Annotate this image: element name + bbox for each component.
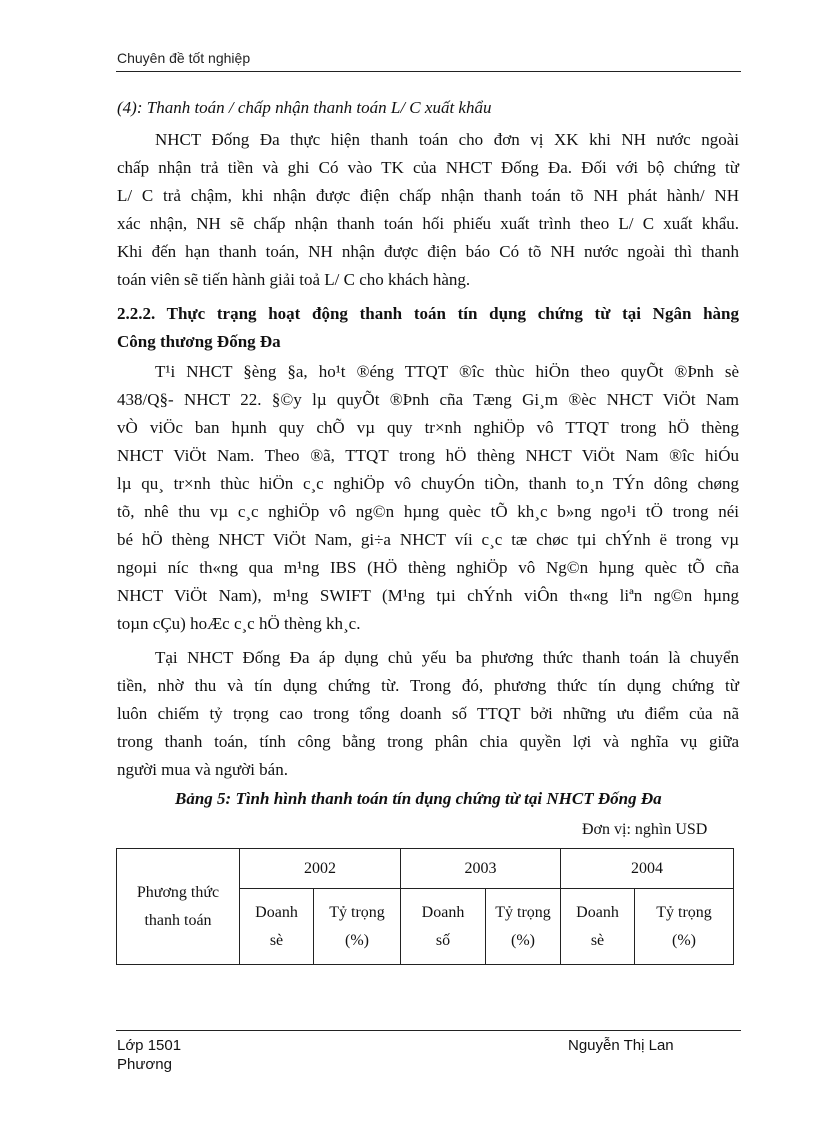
paragraph-line: trong thanh toán, tính công bằng trong phân chia quyền lợi và nghĩa vụ giữa xyxy=(117,732,739,751)
subheader-line: (%) xyxy=(672,931,696,949)
row-header-line: thanh toán xyxy=(144,911,212,929)
subheader-cell xyxy=(486,889,561,965)
table-unit: Đơn vị: nghìn USD xyxy=(582,821,708,838)
lc-payment-table xyxy=(116,848,734,965)
subheader-line: sè xyxy=(269,931,284,949)
paragraph-line: NHCT Đống Đa thực hiện thanh toán cho đơn vị XK khi NH nước ngoài xyxy=(155,130,739,149)
subheader-line: Doanh xyxy=(255,903,298,921)
year-header: 2003 xyxy=(401,849,561,889)
subheader-cell xyxy=(561,889,635,965)
year-header: 2004 xyxy=(561,849,734,889)
paragraph-line: toµn cÇu) hoÆc c¸c hÖ thèng kh¸c. xyxy=(117,614,361,633)
header-rule xyxy=(116,71,741,72)
subheader-line: Tỷ trọng xyxy=(495,903,551,921)
subheader-cell xyxy=(635,889,734,965)
subheader-line: số xyxy=(435,931,451,949)
subheader-line: Doanh xyxy=(421,903,465,921)
paragraph-line: vÒ viÖc ban hµnh quy chÕ vµ quy tr×nh nghiÖp vô TTQT trong hÖ thèng xyxy=(117,418,739,437)
section-4-heading: (4): Thanh toán / chấp nhận thanh toán L/ C xuất khẩu xyxy=(117,98,492,117)
heading-line: 2.2.2. Thực trạng hoạt động thanh toán tín dụng chứng từ tại Ngân hàng xyxy=(117,304,739,323)
paragraph-line: luôn chiếm tỷ trọng cao trong tổng doanh số TTQT bởi những ưu điểm của nã xyxy=(117,704,739,723)
paragraph-line: Tại NHCT Đống Đa áp dụng chủ yếu ba phương thức thanh toán là chuyển xyxy=(155,648,739,667)
subheader-cell xyxy=(401,889,486,965)
footer-class-continued: Phương xyxy=(117,1056,172,1073)
section-2-2-2-heading xyxy=(117,300,739,356)
subheader-line: Tỷ trọng xyxy=(329,903,385,921)
row-header-cell xyxy=(117,849,240,965)
paragraph-line: NHCT ViÖt Nam), m¹ng SWIFT (M¹ng tµi chÝnh viÔn th«ng liªn ng©n hµng xyxy=(117,586,739,605)
paragraph-line: Khi đến hạn thanh toán, NH nhận được điện báo Có tõ NH nước ngoài thì thanh xyxy=(117,242,739,261)
paragraph-line: ngoµi níc th«ng qua m¹ng IBS (HÖ thèng nghiÖp vô Ng©n hµng quèc tÕ cña xyxy=(117,558,739,577)
paragraph-line: 438/Q§- NHCT 22. §©y lµ quyÕt ®Þnh cña Tæng Gi¸m ®èc NHCT ViÖt Nam xyxy=(117,390,739,409)
running-header: Chuyên đề tốt nghiệp xyxy=(117,50,251,66)
row-header-line: Phương thức xyxy=(136,883,220,901)
subheader-line: sè xyxy=(590,931,605,949)
payment-methods-paragraph xyxy=(117,644,739,784)
paragraph-line: xác nhận, NH sẽ chấp nhận thanh toán hối phiếu xuất trình theo L/ C xuất khẩu. xyxy=(117,214,739,233)
year-header: 2002 xyxy=(240,849,401,889)
subheader-line: (%) xyxy=(345,931,369,949)
paragraph-line: lµ qu¸ tr×nh thùc hiÖn c¸c nghiÖp vô chuyÓn tiÒn, thanh to¸n TÝn dông chøng xyxy=(117,474,739,493)
footer-rule xyxy=(116,1030,741,1031)
paragraph-line: tõ, nhê thu vµ c¸c nghiÖp vô ng©n hµng quèc tÕ kh¸c b»ng ngo¹i tÖ trong néi xyxy=(117,502,739,521)
table-caption: Bảng 5: Tình hình thanh toán tín dụng chứng từ tại NHCT Đống Đa xyxy=(175,789,662,808)
subheader-cell xyxy=(314,889,401,965)
footer-author: Nguyễn Thị Lan xyxy=(568,1037,674,1054)
heading-line: Công thương Đống Đa xyxy=(117,332,281,351)
paragraph-line: chấp nhận trả tiền và ghi Có vào TK của NHCT Đống Đa. Đối với bộ chứng từ xyxy=(117,158,739,177)
paragraph-line: toán viên sẽ tiến hành giải toả L/ C cho khách hàng. xyxy=(117,270,471,289)
paragraph-line: tiền, nhờ thu và tín dụng chứng từ. Trong đó, phương thức tín dụng chứng từ xyxy=(117,676,739,695)
paragraph-line: bé hÖ thèng NHCT ViÖt Nam, gi÷a NHCT víi c¸c tæ chøc tµi chÝnh ë trong vµ xyxy=(117,530,739,549)
section-4-paragraph xyxy=(117,126,739,294)
footer-class: Lớp 1501 xyxy=(117,1037,182,1054)
subheader-line: (%) xyxy=(511,931,535,949)
section-2-2-2-paragraph xyxy=(117,358,739,638)
paragraph-line: T¹i NHCT §èng §a, ho¹t ®éng TTQT ®îc thùc hiÖn theo quyÕt ®Þnh sè xyxy=(155,362,739,381)
paragraph-line: NHCT ViÖt Nam. Theo ®ã, TTQT trong hÖ thèng NHCT ViÖt Nam ®îc hiÓu xyxy=(117,446,739,465)
subheader-cell xyxy=(240,889,314,965)
paragraph-line: L/ C trả chậm, khi nhận được điện chấp nhận thanh toán tõ NH phát hành/ NH xyxy=(117,186,739,205)
paragraph-line: người mua và người bán. xyxy=(117,760,288,779)
subheader-line: Doanh xyxy=(576,903,619,921)
subheader-line: Tỷ trọng xyxy=(656,903,712,921)
